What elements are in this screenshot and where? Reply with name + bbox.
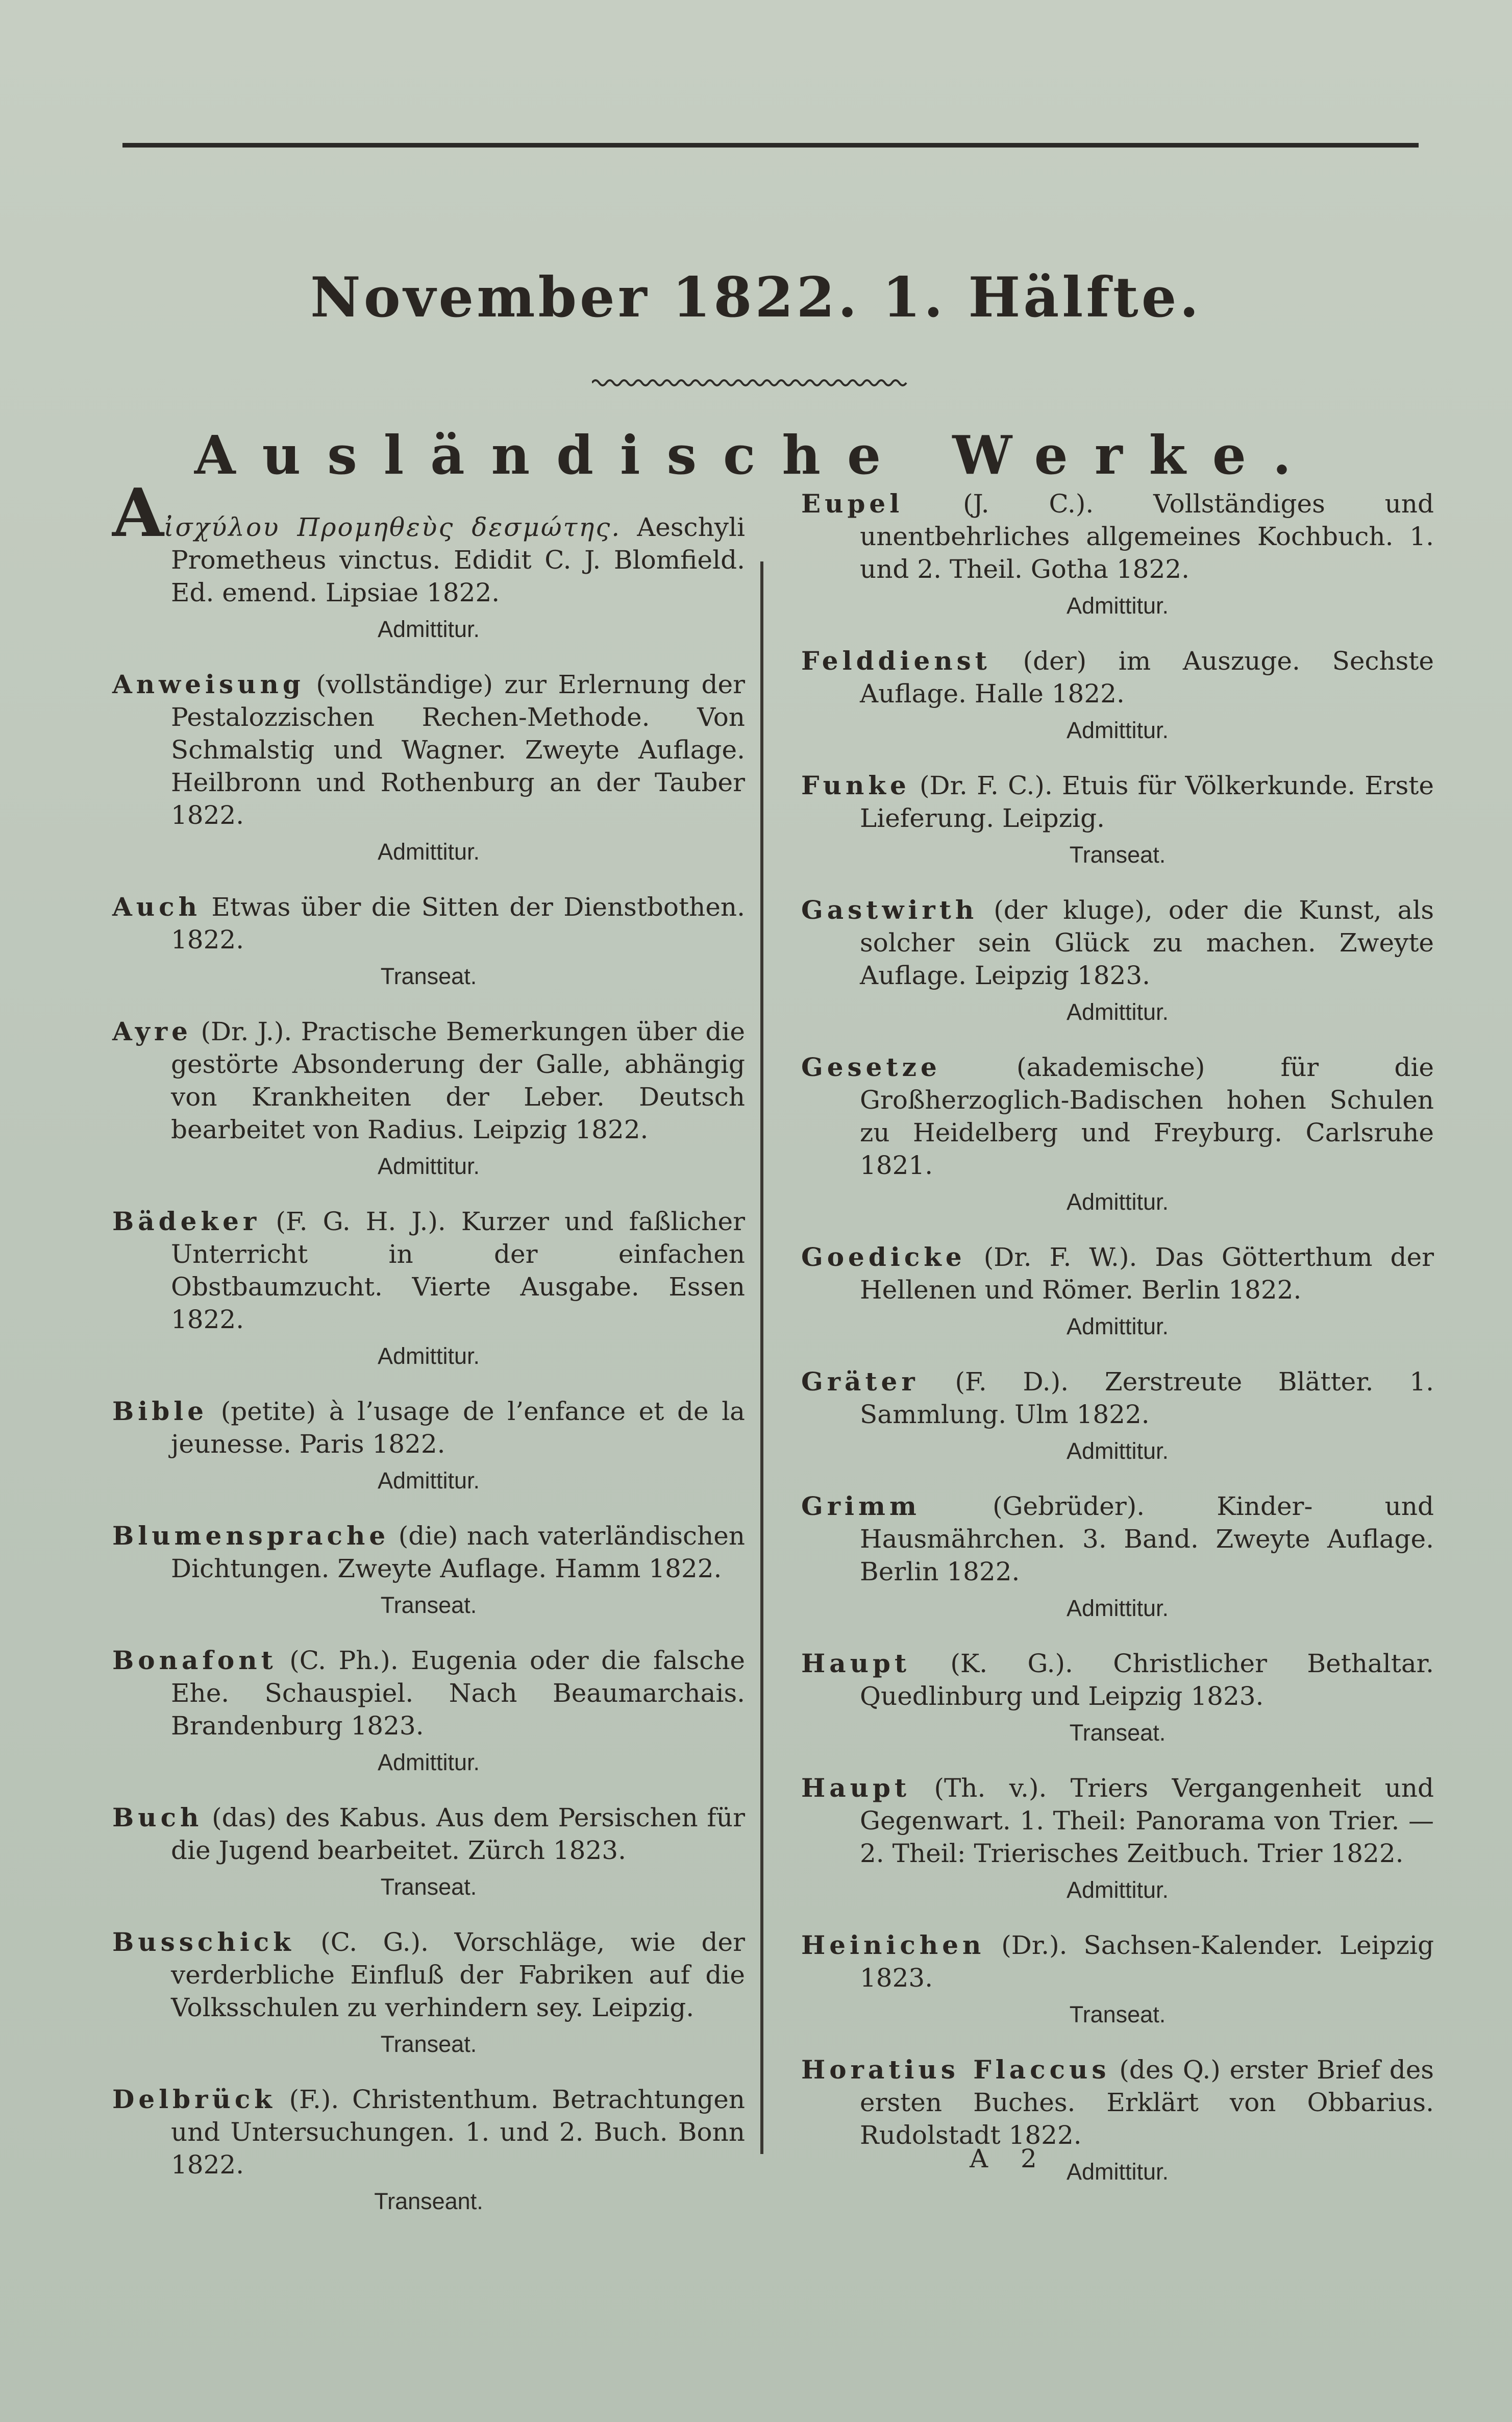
page-title: November 1822. 1. Hälfte. bbox=[310, 265, 1202, 330]
catalog-entry bbox=[801, 894, 1434, 1027]
entry-text: (F. G. H. J.). Kurzer und faßlicher Unterricht in der einfachen Obstbaumzucht. Vierte Ausgabe. Essen 1822. bbox=[171, 1207, 745, 1334]
entry-text: (Th. v.). Triers Vergangenheit und Gegenwart. 1. Theil: Panorama von Trier. — 2. Theil: Trierisches Zeitbuch. Trier 1822. bbox=[860, 1773, 1434, 1868]
catalog-entry bbox=[801, 1051, 1434, 1217]
entry-head: Gräter bbox=[801, 1366, 919, 1397]
entry-head: Haupt bbox=[801, 1648, 911, 1678]
entry-verdict: Admittitur. bbox=[1066, 1313, 1169, 1339]
entry-text: (Dr. F. C.). Etuis für Völkerkunde. Erste Lieferung. Leipzig. bbox=[860, 771, 1434, 833]
entry-verdict: Transeant. bbox=[374, 2188, 483, 2214]
entry-text: (die) nach vaterländischen Dichtungen. Zweyte Auflage. Hamm 1822. bbox=[171, 1521, 745, 1583]
entry-verdict: Admittitur. bbox=[377, 616, 480, 642]
left-column bbox=[112, 474, 745, 2240]
catalog-entry bbox=[801, 645, 1434, 746]
catalog-entry bbox=[112, 1015, 745, 1182]
entry-text: (J. C.). Vollständiges und unentbehrliches allgemeines Kochbuch. 1. und 2. Theil. Gotha 1822. bbox=[860, 489, 1434, 584]
entry-head: Felddienst bbox=[801, 646, 991, 676]
entry-head: Horatius Flaccus bbox=[801, 2054, 1110, 2085]
catalog-entry bbox=[801, 1929, 1434, 2030]
catalog-entry bbox=[112, 1644, 745, 1778]
entry-verdict: Admittitur. bbox=[1066, 1438, 1169, 1464]
entry-head: Bädeker bbox=[112, 1206, 261, 1236]
section-heading: Ausländische Werke. bbox=[194, 424, 1318, 486]
entry-head: Buch bbox=[112, 1802, 203, 1832]
entry-verdict: Transeat. bbox=[380, 1874, 477, 1900]
entry-head: Delbrück bbox=[112, 2084, 276, 2114]
catalog-entry bbox=[801, 1241, 1434, 1342]
entry-head: Blumensprache bbox=[112, 1521, 390, 1551]
entry-verdict: Transeat. bbox=[380, 963, 477, 989]
entry-text: (Dr. J.). Practische Bemerkungen über die gestörte Absonderung der Galle, abhängig von Krankheiten der Leber. Deutsch bearbeitet von Radius. Leipzig 1822. bbox=[171, 1017, 745, 1144]
entry-text: (der) im Auszuge. Sechste Auflage. Halle 1822. bbox=[860, 646, 1434, 708]
entry-text: (akademische) für die Großherzoglich-Badischen hohen Schulen zu Heidelberg und Freyburg. Carlsruhe 1821. bbox=[860, 1053, 1434, 1180]
entry-text: (K. G.). Christlicher Bethaltar. Quedlinburg und Leipzig 1823. bbox=[860, 1649, 1434, 1711]
entry-text: (der kluge), oder die Kunst, als solcher sein Glück zu machen. Zweyte Auflage. Leipzig 1823. bbox=[860, 895, 1434, 990]
entry-verdict: Admittitur. bbox=[1066, 2159, 1169, 2185]
entry-greek-title: ἰσχύλου Προμηθεὺς δεσμώτης. bbox=[163, 512, 622, 542]
entry-verdict: Admittitur. bbox=[1066, 593, 1169, 619]
catalog-entry bbox=[801, 1490, 1434, 1624]
entry-text: (petite) à l’usage de l’enfance et de la jeunesse. Paris 1822. bbox=[171, 1397, 745, 1459]
entry-verdict: Transeat. bbox=[380, 2031, 477, 2057]
entry-text: (das) des Kabus. Aus dem Persischen für die Jugend bearbeitet. Zürch 1823. bbox=[171, 1803, 745, 1865]
catalog-entry bbox=[112, 891, 745, 992]
entry-head: Haupt bbox=[801, 1773, 911, 1803]
entry-head: Grimm bbox=[801, 1491, 921, 1521]
entry-head: Bible bbox=[112, 1396, 208, 1426]
catalog-entry bbox=[801, 1647, 1434, 1748]
right-column bbox=[801, 487, 1434, 2211]
entry-text: (F. D.). Zerstreute Blätter. 1. Sammlung. Ulm 1822. bbox=[860, 1367, 1434, 1429]
entry-head: Ayre bbox=[112, 1016, 192, 1046]
entry-text: (Dr.). Sachsen-Kalender. Leipzig 1823. bbox=[860, 1930, 1434, 1993]
catalog-entry bbox=[112, 2083, 745, 2217]
entry-verdict: Admittitur. bbox=[1066, 1595, 1169, 1621]
catalog-entry bbox=[801, 1365, 1434, 1466]
entry-verdict: Admittitur. bbox=[377, 1343, 480, 1369]
entry-verdict: Transeat. bbox=[1069, 842, 1166, 868]
catalog-entry bbox=[801, 487, 1434, 621]
entry-head: Eupel bbox=[801, 488, 904, 519]
entry-verdict: Admittitur. bbox=[1066, 999, 1169, 1025]
entry-dropcap: A bbox=[112, 474, 164, 552]
entry-head: Heinichen bbox=[801, 1930, 985, 1960]
entry-head: Busschick bbox=[112, 1927, 295, 1957]
ornament-rule bbox=[592, 377, 908, 389]
entry-verdict: Transeat. bbox=[1069, 2001, 1166, 2027]
entry-text: (C. Ph.). Eugenia oder die falsche Ehe. Schauspiel. Nach Beaumarchais. Brandenburg 1823. bbox=[171, 1646, 745, 1741]
entry-head: Gesetze bbox=[801, 1052, 941, 1082]
entry-text: (vollständige) zur Erlernung der Pestalozzischen Rechen-Methode. Von Schmalstig und Wagner. Zweyte Auflage. Heilbronn und Rothenburg an der Tauber 1822. bbox=[171, 670, 745, 830]
catalog-entry bbox=[112, 474, 745, 645]
entry-text: (Gebrüder). Kinder- und Hausmährchen. 3. Band. Zweyte Auflage. Berlin 1822. bbox=[860, 1491, 1434, 1586]
catalog-entry bbox=[112, 1801, 745, 1902]
entry-head: Goedicke bbox=[801, 1242, 966, 1272]
entry-verdict: Admittitur. bbox=[377, 1467, 480, 1494]
catalog-entry bbox=[112, 1395, 745, 1496]
catalog-entry bbox=[112, 1520, 745, 1621]
top-rule bbox=[122, 143, 1419, 148]
entry-verdict: Admittitur. bbox=[1066, 1189, 1169, 1215]
entry-head: Gastwirth bbox=[801, 895, 978, 925]
entry-head: Funke bbox=[801, 770, 910, 800]
entry-head: Auch bbox=[112, 892, 201, 922]
entry-text: (C. G.). Vorschläge, wie der verderbliche Einfluß der Fabriken auf die Volksschulen zu verhindern sey. Leipzig. bbox=[171, 1927, 745, 2022]
entry-head: Bonafont bbox=[112, 1645, 277, 1675]
entry-text: (F.). Christenthum. Betrachtungen und Untersuchungen. 1. und 2. Buch. Bonn 1822. bbox=[171, 2085, 745, 2180]
entry-verdict: Admittitur. bbox=[377, 1153, 480, 1179]
entry-verdict: Transeat. bbox=[1069, 1720, 1166, 1746]
column-divider bbox=[760, 561, 763, 2154]
entry-verdict: Admittitur. bbox=[377, 839, 480, 865]
entry-text: (des Q.) erster Brief des ersten Buches. Erklärt von Obbarius. Rudolstadt 1822. bbox=[860, 2055, 1434, 2150]
catalog-entry bbox=[112, 1926, 745, 2060]
catalog-entry bbox=[801, 1772, 1434, 1905]
catalog-entry bbox=[112, 1205, 745, 1372]
entry-head: Anweisung bbox=[112, 669, 305, 699]
entry-text: Etwas über die Sitten der Dienstbothen. 1822. bbox=[171, 892, 745, 955]
entry-verdict: Transeat. bbox=[380, 1592, 477, 1618]
entry-verdict: Admittitur. bbox=[377, 1749, 480, 1775]
catalog-entry bbox=[801, 769, 1434, 870]
entry-text: (Dr. F. W.). Das Götterthum der Hellenen und Römer. Berlin 1822. bbox=[860, 1242, 1434, 1305]
entry-text: Aeschyli Prometheus vinctus. Edidit C. J. Blomfield. Ed. emend. Lipsiae 1822. bbox=[171, 512, 745, 607]
catalog-entry bbox=[801, 2053, 1434, 2187]
page-signature: A 2 bbox=[970, 2144, 1049, 2173]
entry-verdict: Admittitur. bbox=[1066, 717, 1169, 743]
entry-verdict: Admittitur. bbox=[1066, 1877, 1169, 1903]
catalog-entry bbox=[112, 668, 745, 867]
